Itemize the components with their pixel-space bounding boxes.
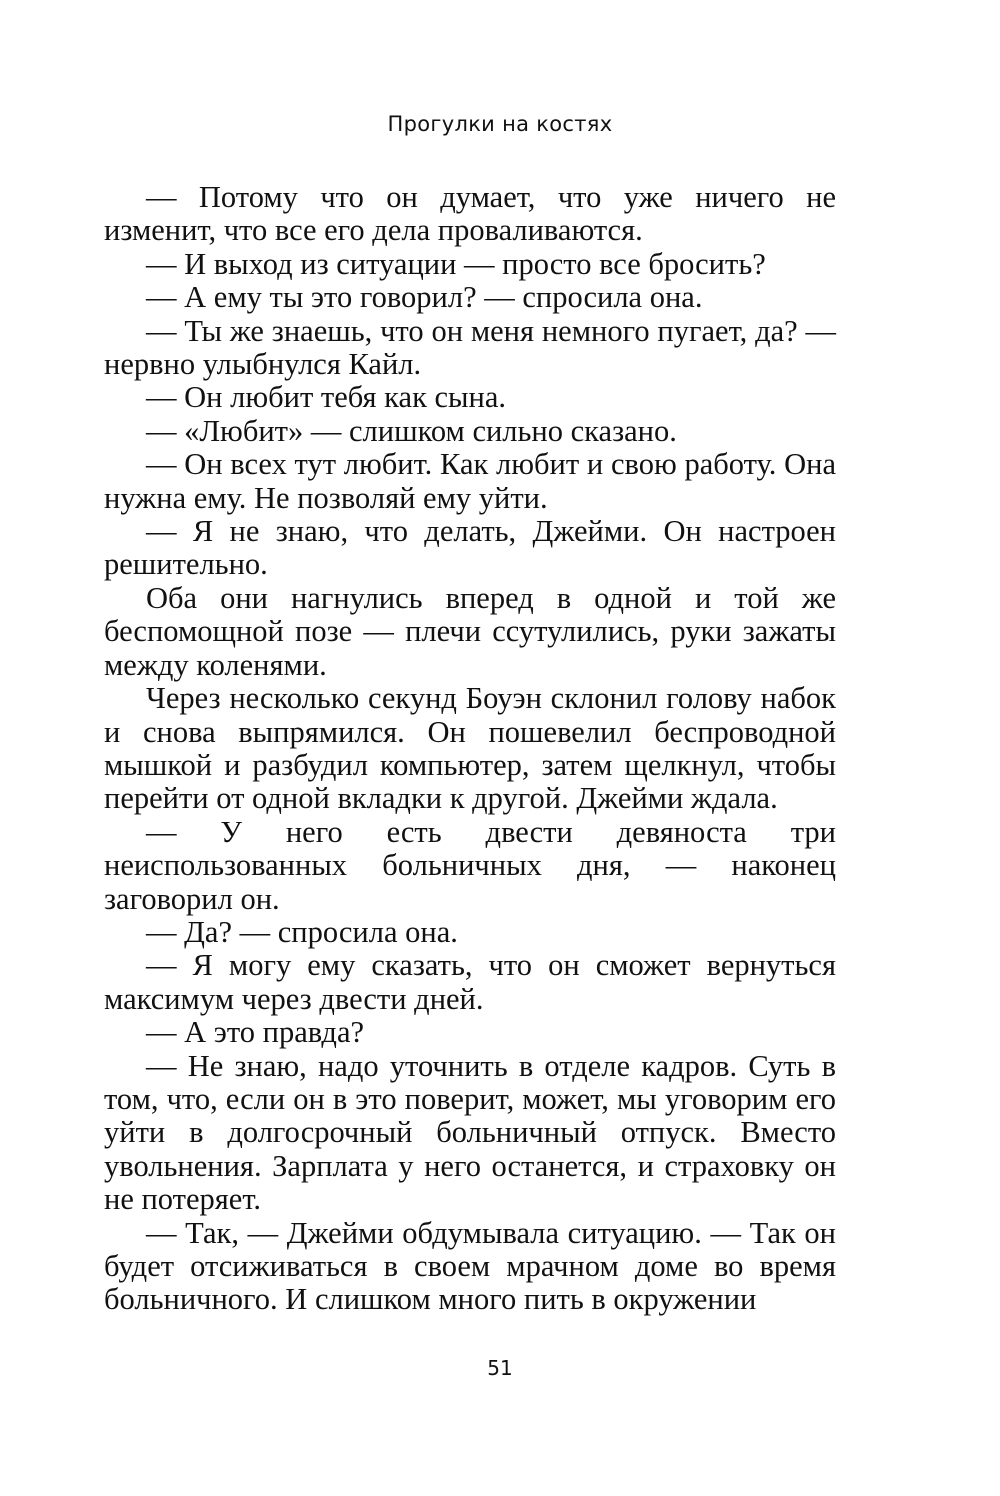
paragraph: — Он всех тут любит. Как любит и свою работу. Она нужна ему. Не позволяй ему уйти. — [104, 447, 836, 515]
paragraph: — Я могу ему сказать, что он сможет вернуться максимум через двести дней. — [104, 948, 836, 1016]
paragraph: — Он любит тебя как сына. — [146, 380, 507, 415]
paragraph: — У него есть двести девяноста три неиспользованных больничных дня, — наконец заговорил он. — [104, 814, 836, 916]
paragraph: Через несколько секунд Боуэн склонил голову набок и снова выпрямился. Он пошевелил беспроводной мышкой и разбудил компьютер, затем щелкнул, чтобы перейти от одной вкладки к другой. Джейми ждала. — [104, 681, 836, 816]
paragraph: — Потому что он думает, что уже ничего не изменит, что все его дела проваливаются. — [104, 180, 836, 248]
running-head: Прогулки на костях — [387, 112, 613, 136]
paragraph: — А ему ты это говорил? — спросила она. — [146, 280, 703, 315]
paragraph: Оба они нагнулись вперед в одной и той же беспомощной позе — плечи ссутулились, руки зажаты между коленями. — [104, 580, 836, 682]
paragraph: — «Любит» — слишком сильно сказано. — [146, 413, 677, 448]
body-text — [104, 181, 836, 1317]
page-number: 51 — [487, 1356, 513, 1380]
paragraph: — А это правда? — [146, 1015, 365, 1050]
paragraph: — Ты же знаешь, что он меня немного пугает, да? — нервно улыбнулся Кайл. — [104, 313, 836, 382]
paragraph: — Не знаю, надо уточнить в отделе кадров. Суть в том, что, если он в это поверит, может, мы уговорим его уйти в долгосрочный больничный отпуск. Вместо увольнения. Зарплата у него останется, и страховку он не потеряет. — [104, 1048, 836, 1217]
paragraph: — Так, — Джейми обдумывала ситуацию. — Так он будет отсиживаться в своем мрачном доме во время больничного. И слишком много пить в окружении — [104, 1215, 836, 1317]
paragraph: — И выход из ситуации — просто все бросить? — [146, 246, 766, 281]
paragraph: — Я не знаю, что делать, Джейми. Он настроен решительно. — [104, 514, 836, 582]
paragraph: — Да? — спросила она. — [146, 914, 458, 949]
